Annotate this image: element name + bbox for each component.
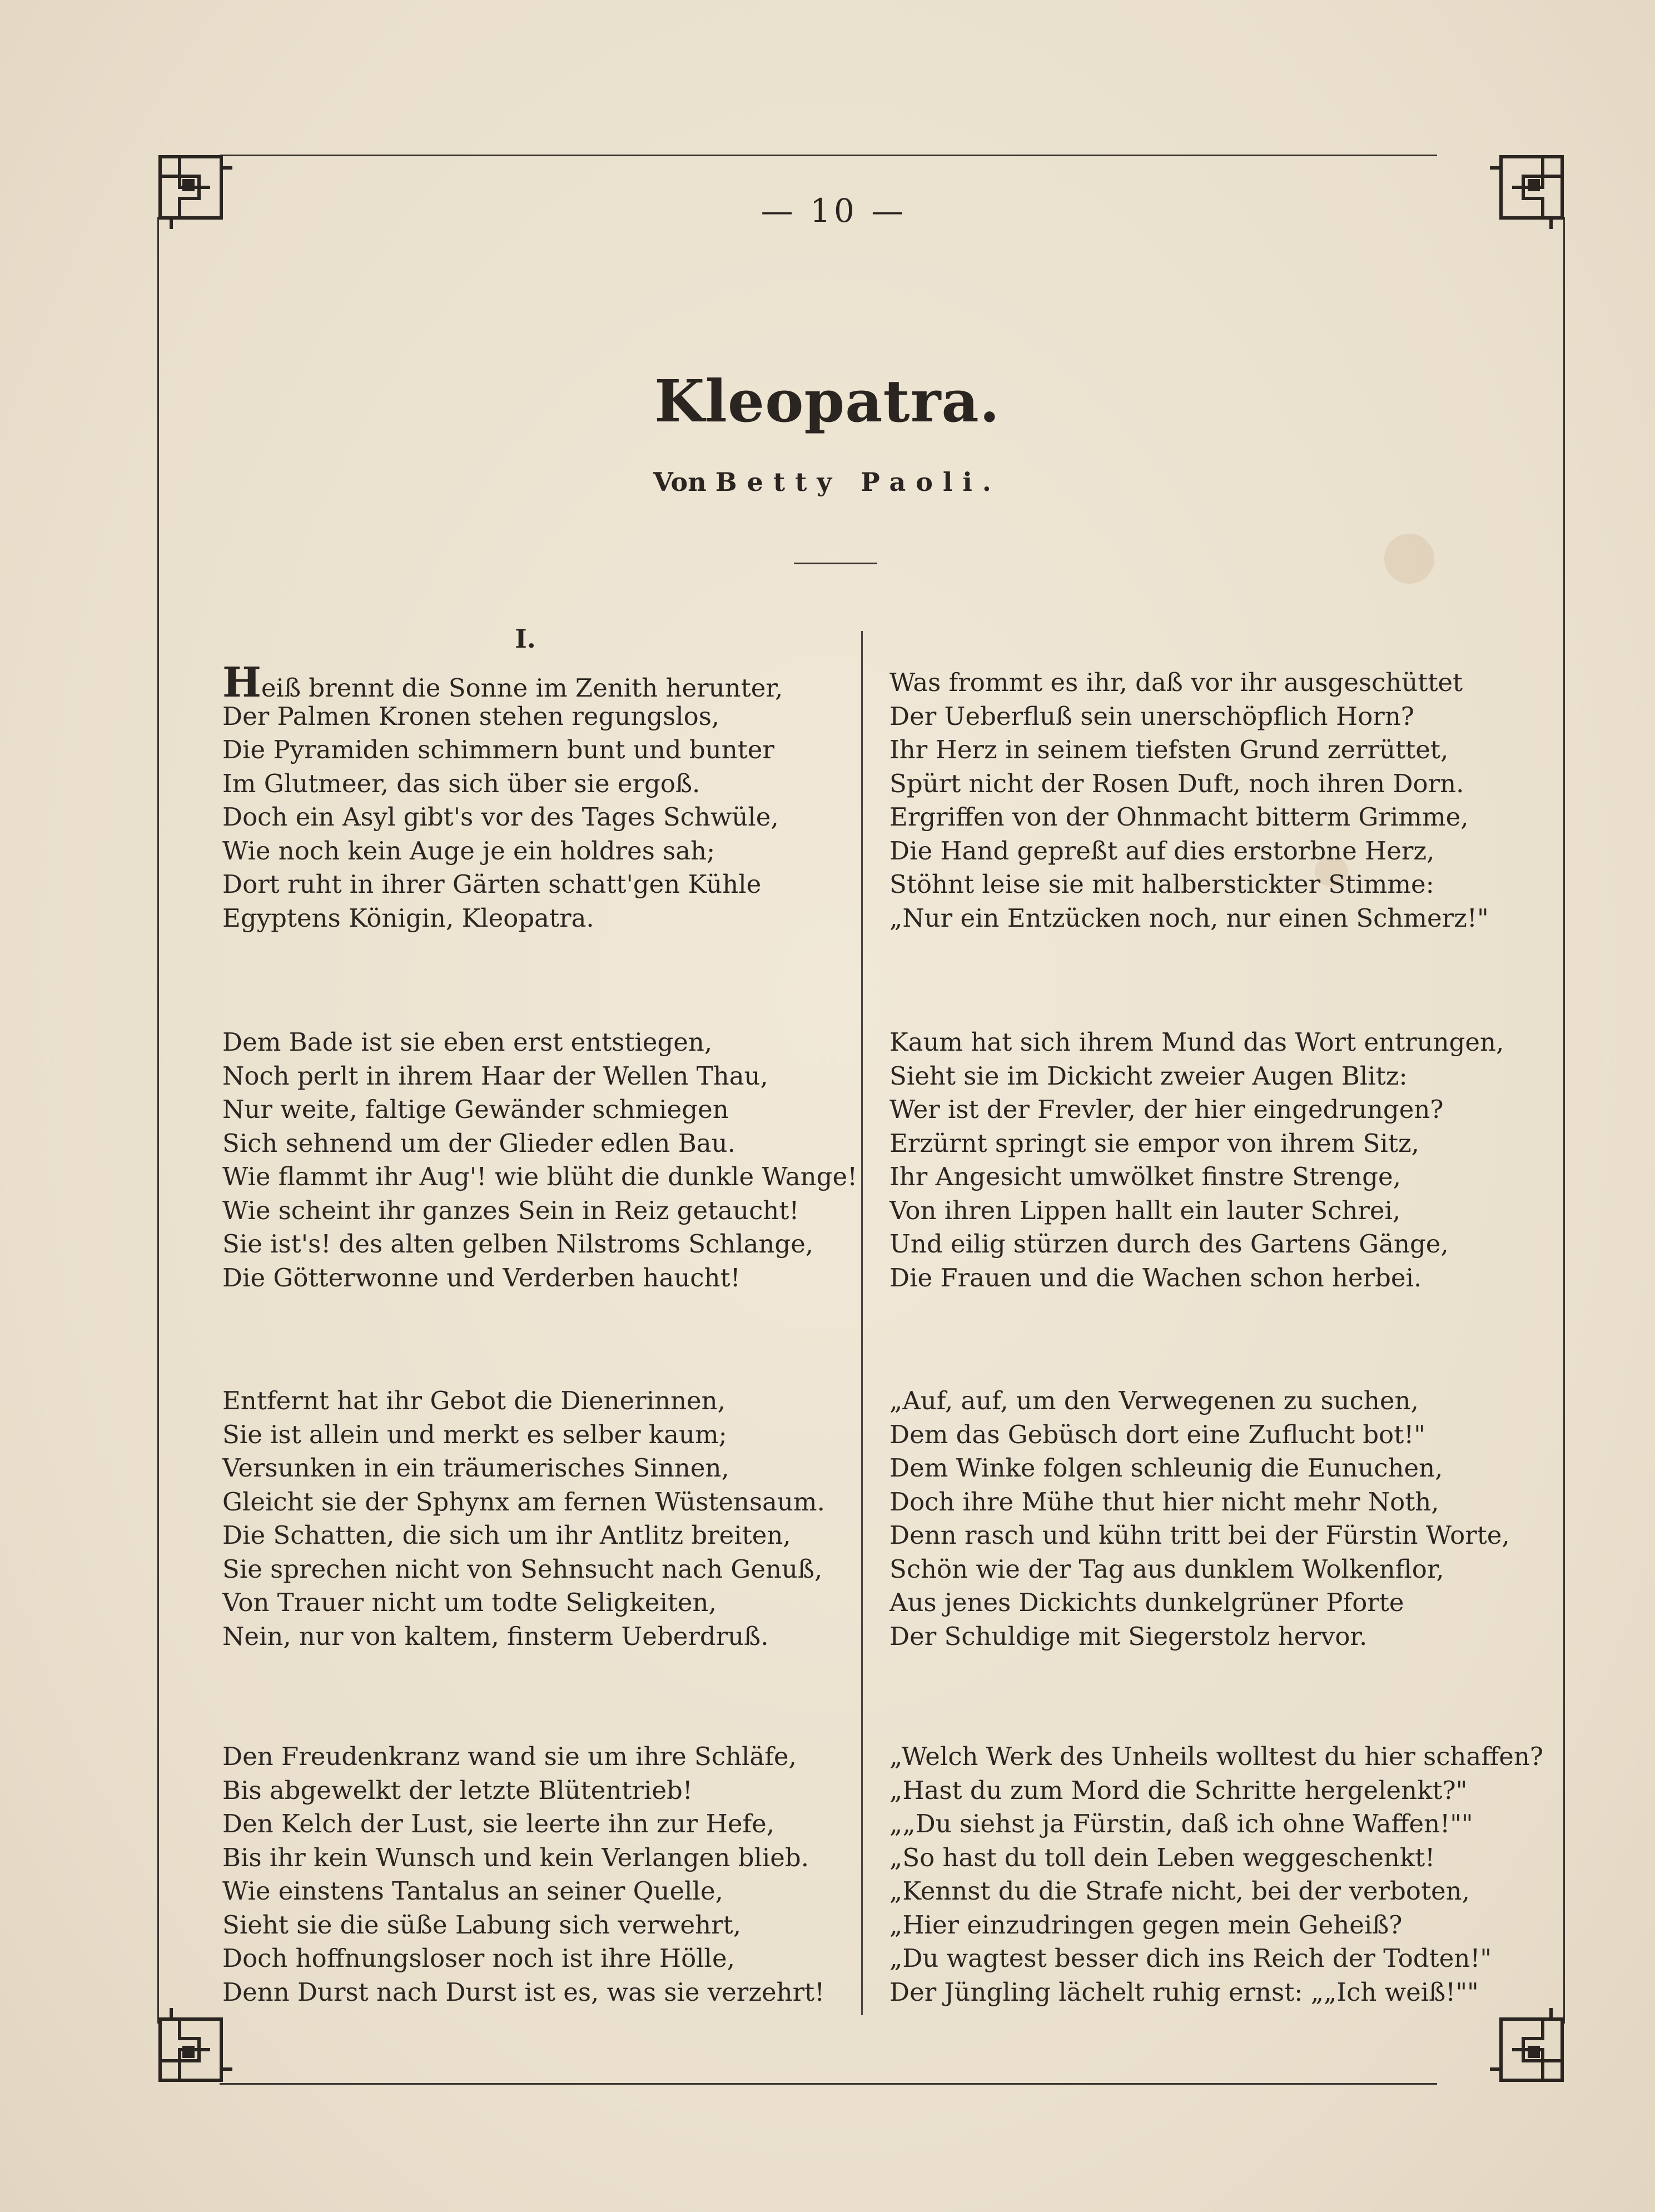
verse-line: „Kennst du die Strafe nicht, bei der verboten, — [889, 1876, 1470, 1906]
corner-ornament-bottom-right — [1490, 2008, 1573, 2091]
verse-line: Schön wie der Tag aus dunklem Wolkenflor, — [889, 1554, 1444, 1584]
right-stanza-2 — [889, 1026, 1504, 1295]
verse-line: Stöhnt leise sie mit halberstickter Stimme: — [889, 869, 1434, 899]
verse-line: Versunken in ein träumerisches Sinnen, — [222, 1453, 729, 1483]
left-stanza-2 — [222, 1026, 858, 1295]
paper-stain — [1384, 534, 1434, 584]
verse-line: Doch ihre Mühe thut hier nicht mehr Noth, — [889, 1487, 1439, 1517]
corner-ornament-top-left — [149, 146, 232, 229]
byline — [577, 467, 1077, 497]
verse-line: „So hast du toll dein Leben weggeschenkt! — [889, 1842, 1435, 1872]
page-number: — 10 — — [761, 192, 907, 230]
verse-line: Noch perlt in ihrem Haar der Wellen Thau, — [222, 1061, 768, 1091]
right-stanza-1 — [889, 666, 1495, 935]
verse-line: Ergriffen von der Ohnmacht bitterm Grimme, — [889, 802, 1469, 832]
verse-line: Die Frauen und die Wachen schon herbei. — [889, 1262, 1422, 1293]
verse-line: Bis abgewelkt der letzte Blütentrieb! — [222, 1775, 693, 1805]
verse-line: Kaum hat sich ihrem Mund das Wort entrungen, — [889, 1027, 1504, 1057]
section-number: I. — [515, 624, 536, 654]
corner-ornament-top-right — [1490, 146, 1573, 229]
verse-line: Von ihren Lippen hallt ein lauter Schrei, — [889, 1195, 1401, 1225]
verse-line: Spürt nicht der Rosen Duft, noch ihren Dorn. — [889, 768, 1464, 798]
verse-line: Dem das Gebüsch dort eine Zuflucht bot!" — [889, 1419, 1425, 1449]
right-stanza-3 — [889, 1384, 1510, 1653]
verse-line: Dort ruht in ihrer Gärten schatt'gen Kühle — [222, 869, 762, 899]
verse-line: Wie einstens Tantalus an seiner Quelle, — [222, 1876, 723, 1906]
verse-line: Heiß brennt die Sonne im Zenith herunter, — [222, 659, 783, 707]
byline-author: Betty Paoli. — [715, 467, 1001, 497]
verse-line: Erzürnt springt sie empor von ihrem Sitz, — [889, 1128, 1419, 1158]
title-rule — [794, 563, 877, 564]
verse-line: Die Götterwonne und Verderben haucht! — [222, 1262, 740, 1293]
verse-line: Denn rasch und kühn tritt bei der Fürstin Worte, — [889, 1520, 1510, 1550]
verse-line: Sie sprechen nicht von Sehnsucht nach Genuß, — [222, 1554, 823, 1584]
corner-ornament-bottom-left — [149, 2008, 232, 2091]
verse-line: Aus jenes Dickichts dunkelgrüner Pforte — [889, 1588, 1404, 1617]
verse-line: Die Schatten, die sich um ihr Antlitz breiten, — [222, 1520, 791, 1550]
left-stanza-4 — [222, 1740, 828, 2009]
frame-right-line — [1563, 217, 1565, 2024]
verse-line: Nur weite, faltige Gewänder schmiegen — [222, 1095, 729, 1124]
frame-top-line — [220, 155, 1437, 156]
verse-line: Ihr Angesicht umwölket finstre Strenge, — [889, 1162, 1401, 1191]
verse-line: Der Ueberfluß sein unerschöpflich Horn? — [889, 701, 1414, 731]
verse-line: Ihr Herz in seinem tiefsten Grund zerrüttet, — [889, 735, 1449, 764]
verse-line: Sie ist's! des alten gelben Nilstroms Schlange, — [222, 1229, 814, 1259]
verse-line: Der Palmen Kronen stehen regungslos, — [222, 701, 720, 731]
verse-line: „Nur ein Entzücken noch, nur einen Schmerz!" — [889, 903, 1489, 933]
verse-line: „Welch Werk des Unheils wolltest du hier schaffen? — [889, 1742, 1543, 1771]
verse-line: „Auf, auf, um den Verwegenen zu suchen, — [889, 1386, 1419, 1415]
verse-line: Doch ein Asyl gibt's vor des Tages Schwüle, — [222, 802, 779, 832]
byline-prefix: Von — [653, 467, 707, 497]
verse-line: Sie ist allein und merkt es selber kaum; — [222, 1419, 727, 1449]
verse-line: Die Pyramiden schimmern bunt und bunter — [222, 735, 774, 764]
left-stanza-1 — [222, 659, 828, 935]
verse-line: Wie flammt ihr Aug'! wie blüht die dunkle Wange! — [222, 1162, 858, 1191]
verse-line: Sich sehnend um der Glieder edlen Bau. — [222, 1128, 735, 1158]
verse-line: Und eilig stürzen durch des Gartens Gänge, — [889, 1229, 1449, 1259]
verse-line: Dem Bade ist sie eben erst entstiegen, — [222, 1027, 713, 1057]
verse-line: Der Schuldige mit Siegerstolz hervor. — [889, 1621, 1368, 1651]
frame-left-line — [157, 217, 159, 2024]
verse-line: Der Jüngling lächelt ruhig ernst: „„Ich weiß!"" — [889, 1977, 1479, 2007]
frame-bottom-line — [220, 2083, 1437, 2085]
verse-line: Was frommt es ihr, daß vor ihr ausgeschüttet — [889, 668, 1463, 697]
verse-line: „Du wagtest besser dich ins Reich der Todten!" — [889, 1943, 1492, 1973]
verse-line: Den Kelch der Lust, sie leerte ihn zur Hefe, — [222, 1809, 775, 1838]
left-stanza-3 — [222, 1384, 828, 1653]
verse-line: Wie scheint ihr ganzes Sein in Reiz getaucht! — [222, 1195, 799, 1225]
verse-line: Den Freudenkranz wand sie um ihre Schläfe, — [222, 1742, 797, 1771]
verse-line: Von Trauer nicht um todte Seligkeiten, — [222, 1588, 717, 1617]
verse-line: „„Du siehst ja Fürstin, daß ich ohne Waffen!"" — [889, 1809, 1473, 1838]
verse-line: Sieht sie die süße Labung sich verwehrt, — [222, 1910, 742, 1940]
verse-line: Denn Durst nach Durst ist es, was sie verzehrt! — [222, 1977, 825, 2007]
verse-line: Gleicht sie der Sphynx am fernen Wüstensaum. — [222, 1487, 825, 1517]
verse-line: Wie noch kein Auge je ein holdres sah; — [222, 836, 715, 866]
verse-line: Egyptens Königin, Kleopatra. — [222, 903, 594, 933]
drop-cap: H — [222, 659, 261, 707]
verse-line: „Hier einzudringen gegen mein Geheiß? — [889, 1910, 1403, 1940]
verse-line: Bis ihr kein Wunsch und kein Verlangen blieb. — [222, 1842, 809, 1872]
verse-line: Sieht sie im Dickicht zweier Augen Blitz: — [889, 1061, 1408, 1091]
verse-line: Nein, nur von kaltem, finsterm Ueberdruß. — [222, 1621, 769, 1651]
verse-line: Im Glutmeer, das sich über sie ergoß. — [222, 768, 700, 798]
verse-line: Doch hoffnungsloser noch ist ihre Hölle, — [222, 1943, 735, 1973]
verse-line: Die Hand gepreßt auf dies erstorbne Herz, — [889, 836, 1435, 866]
verse-line: Wer ist der Frevler, der hier eingedrungen? — [889, 1095, 1444, 1124]
column-divider — [861, 631, 863, 2015]
right-stanza-4 — [889, 1740, 1543, 2009]
verse-line: Dem Winke folgen schleunig die Eunuchen, — [889, 1453, 1443, 1483]
page-title: Kleopatra. — [654, 367, 1000, 435]
verse-line: „Hast du zum Mord die Schritte hergelenkt?" — [889, 1775, 1468, 1805]
verse-line: Entfernt hat ihr Gebot die Dienerinnen, — [222, 1386, 725, 1415]
